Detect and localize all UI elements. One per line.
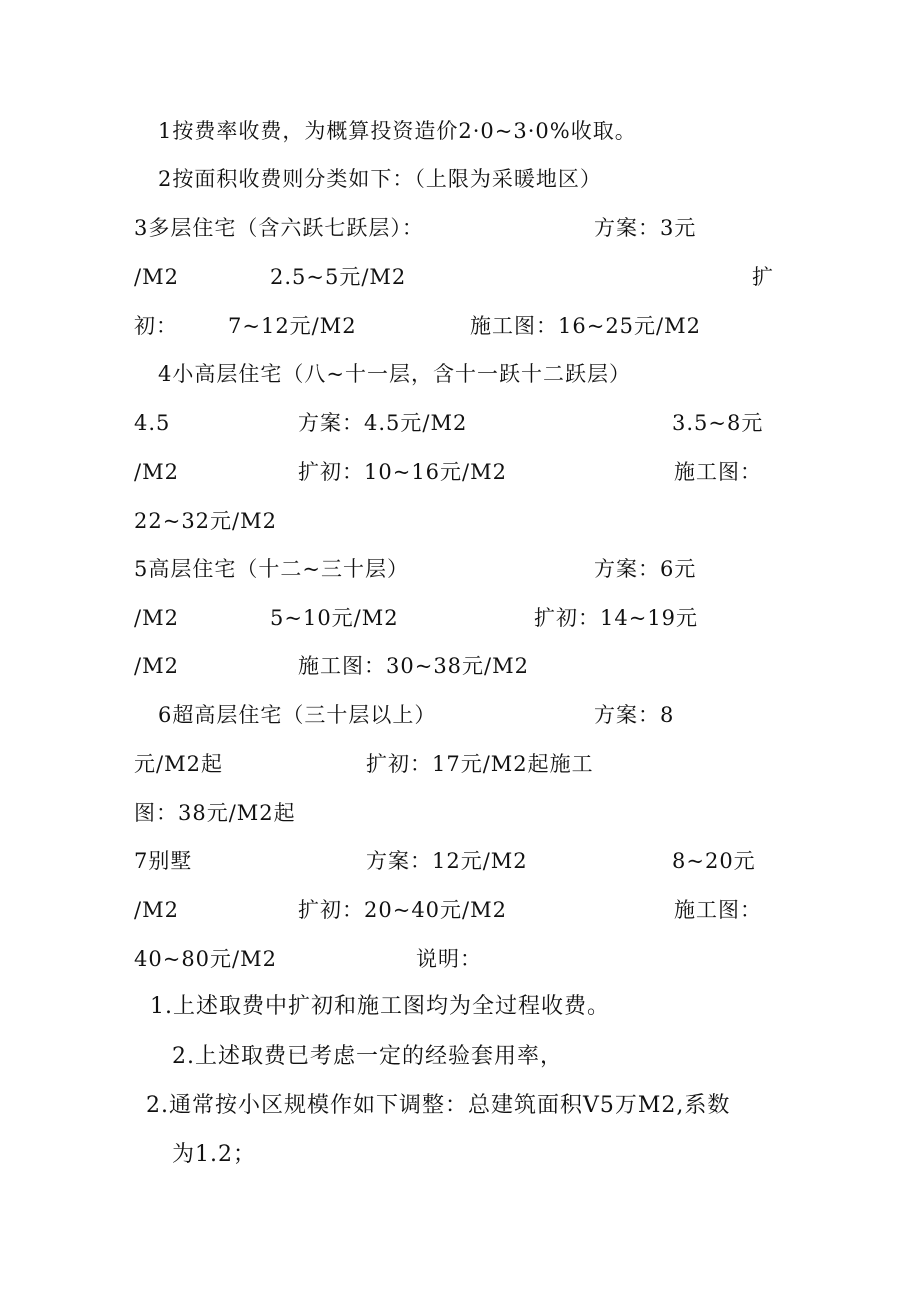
- text-line: 扩初：10~16元/M2: [298, 460, 507, 484]
- text-line: 施工图：: [674, 898, 762, 922]
- text-line: 2.5~5元/M2: [270, 265, 407, 289]
- text-line: 方案：3元: [594, 216, 697, 240]
- text-line: 图：38元/M2起: [134, 801, 296, 825]
- text-line: /M2: [134, 654, 179, 678]
- text-line: 扩初：20~40元/M2: [298, 898, 507, 922]
- text-line: 1按费率收费，为概算投资造价2·0~3·0%收取。: [158, 119, 637, 143]
- text-line: 3多层住宅（含六跃七跃层）：: [134, 216, 424, 240]
- text-line: 2按面积收费则分类如下：（上限为采暖地区）: [158, 167, 602, 191]
- text-line: 40~80元/M2: [134, 947, 277, 971]
- text-line: 6超高层住宅（三十层以上）: [158, 703, 437, 727]
- text-line: 7~12元/M2: [228, 314, 357, 338]
- text-line: 扩初：14~19元: [534, 606, 699, 630]
- text-line: /M2: [134, 265, 179, 289]
- text-line: 施工图：: [674, 460, 762, 484]
- text-line: 元/M2起: [134, 752, 223, 776]
- text-line: 施工图：16~25元/M2: [470, 314, 701, 338]
- text-line: 扩初：17元/M2起施工: [366, 752, 594, 776]
- text-line: 2.上述取费已考虑一定的经验套用率，: [172, 1044, 563, 1069]
- text-line: 方案：12元/M2: [366, 849, 528, 873]
- text-line: 方案：8: [594, 703, 675, 727]
- text-line: 施工图：30~38元/M2: [298, 654, 529, 678]
- text-line: 5~10元/M2: [270, 606, 399, 630]
- text-line: 4小高层住宅（八~十一层，含十一跃十二跃层）: [158, 362, 631, 386]
- text-line: 1.上述取费中扩初和施工图均为全过程收费。: [150, 994, 610, 1019]
- text-line: 5高层住宅（十二~三十层）: [134, 557, 409, 581]
- text-line: 8~20元: [672, 849, 756, 873]
- text-line: 方案：4.5元/M2: [298, 411, 468, 435]
- text-line: 为1.2；: [172, 1142, 256, 1167]
- text-line: /M2: [134, 606, 179, 630]
- text-line: 初：: [134, 314, 178, 338]
- text-line: /M2: [134, 460, 179, 484]
- text-line: 扩: [752, 265, 774, 289]
- text-line: 22~32元/M2: [134, 509, 277, 533]
- text-line: 2.通常按小区规模作如下调整：总建筑面积V5万M2,系数: [146, 1093, 731, 1118]
- text-line: /M2: [134, 898, 179, 922]
- text-line: 7别墅: [134, 849, 193, 873]
- text-line: 3.5~8元: [672, 411, 764, 435]
- text-line: 说明：: [416, 947, 482, 971]
- text-line: 4.5: [134, 411, 171, 435]
- text-line: 方案：6元: [594, 557, 697, 581]
